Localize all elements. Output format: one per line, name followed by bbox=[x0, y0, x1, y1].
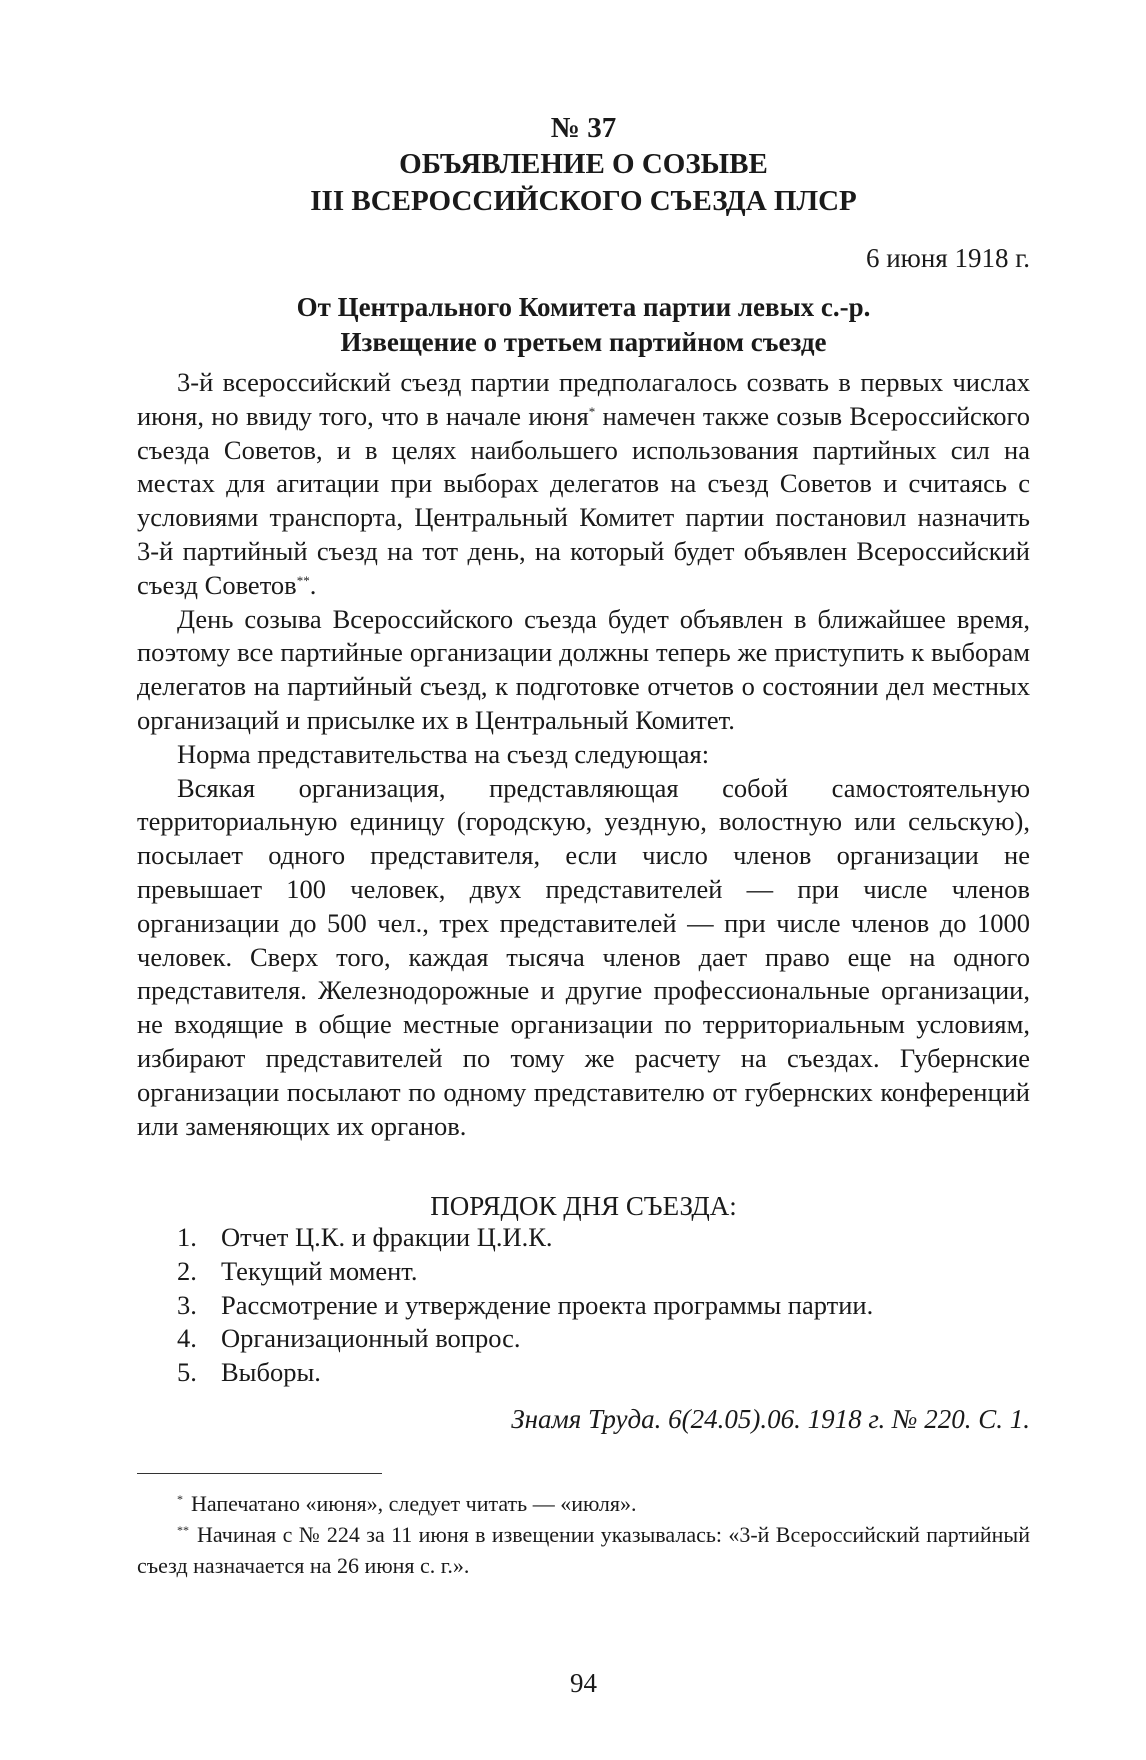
agenda-item-text: Организационный вопрос. bbox=[221, 1323, 521, 1354]
footnotes bbox=[137, 1488, 1030, 1581]
agenda-item bbox=[137, 1322, 1030, 1356]
agenda-item bbox=[137, 1289, 1030, 1323]
agenda-item bbox=[137, 1356, 1030, 1390]
agenda-item-number: 5. bbox=[177, 1357, 197, 1388]
agenda-item-number: 2. bbox=[177, 1255, 197, 1286]
paragraph-4: Всякая организация, представляющая собой самостоятельную территориальную единицу (городскую, уездную, волостную или сельскую), посылает одного представителя, если число членов организации не превышает 100 человек, двух представителей — при числе членов организации до 500 чел., трех представителей — при числе членов до 1000 человек. Сверх того, каждая тысяча членов дает право еще на одного представителя. Железнодорожные и другие профессиональные организации, не входящие в общие местные организации по территориальным условиям, избирают представителей по тому же расчету на съездах. Губернские организации посылают по одному представителю от губернских конференций или заменяющих их органов. bbox=[137, 772, 1030, 1141]
agenda-item-text: Текущий момент. bbox=[221, 1255, 418, 1286]
agenda-item bbox=[137, 1255, 1030, 1289]
source-citation: Знамя Труда. 6(24.05).06. 1918 г. № 220. С. 1. bbox=[511, 1404, 1030, 1434]
footnote-ref-2: ** bbox=[296, 572, 310, 588]
document-date: 6 июня 1918 г. bbox=[865, 243, 1030, 273]
body-text bbox=[137, 366, 1030, 1143]
footnote-divider bbox=[137, 1473, 382, 1474]
footnote-1 bbox=[137, 1488, 1030, 1519]
agenda-item-number: 1. bbox=[177, 1222, 197, 1252]
paragraph-2: День созыва Всероссийского съезда будет объявлен в ближайшее время, поэтому все партийные организации должны теперь же приступить к выборам делегатов на партийный съезд, к подготовке отчетов о состоянии дел местных организаций и присылке их в Центральный Комитет. bbox=[137, 603, 1030, 735]
agenda-item-number: 3. bbox=[177, 1289, 197, 1320]
document-number: № 37 bbox=[550, 112, 617, 144]
subheading-line-2: Извещение о третьем партийном съезде bbox=[340, 327, 827, 357]
agenda-list bbox=[137, 1221, 1030, 1390]
footnote-2-mark: ** bbox=[177, 1523, 189, 1537]
document-title bbox=[137, 146, 1030, 220]
paragraph-3: Норма представительства на съезд следующая: bbox=[177, 738, 710, 769]
page-number: 94 bbox=[570, 1668, 597, 1698]
document-subheading bbox=[137, 290, 1030, 360]
subheading-line-1: От Центрального Комитета партии левых с.-р. bbox=[296, 292, 871, 322]
paragraph-1-part-a: 3-й всероссийский съезд партии предполагалось созвать в первых числах июня, но ввиду того, что в начале июня bbox=[137, 367, 1030, 431]
footnote-1-mark: * bbox=[177, 1492, 183, 1506]
agenda-item-text: Выборы. bbox=[221, 1357, 321, 1388]
footnote-ref-1: * bbox=[588, 403, 596, 419]
agenda-title: ПОРЯДОК ДНЯ СЪЕЗДА: bbox=[430, 1191, 737, 1221]
footnote-1-text: Напечатано «июня», следует читать — «июля». bbox=[191, 1491, 637, 1516]
footnote-2-text: Начиная с № 224 за 11 июня в извещении указывалась: «3-й Всероссийский партийный съезд назначается на 26 июня с. г.». bbox=[137, 1522, 1030, 1578]
footnote-2 bbox=[137, 1519, 1030, 1581]
paragraph-1-part-c: . bbox=[309, 569, 317, 600]
paragraph-1-part-b: намечен также созыв Всероссийского съезда Советов, и в целях наибольшего использования партийных сил на местах для агитации при выборах делегатов на съезд Советов и считаясь с условиями транспорта, Центральный Комитет партии постановил назначить 3-й партийный съезд на тот день, на который будет объявлен Всероссийский съезд Советов bbox=[137, 400, 1030, 600]
title-line-2: III ВСЕРОССИЙСКОГО СЪЕЗДА ПЛСР bbox=[310, 185, 857, 217]
agenda-item bbox=[137, 1221, 1030, 1255]
paragraph-1 bbox=[137, 366, 1030, 603]
title-line-1: ОБЪЯВЛЕНИЕ О СОЗЫВЕ bbox=[399, 148, 768, 180]
agenda-item-text: Рассмотрение и утверждение проекта программы партии. bbox=[221, 1289, 874, 1320]
agenda-item-text: Отчет Ц.К. и фракции Ц.И.К. bbox=[221, 1222, 553, 1252]
agenda-item-number: 4. bbox=[177, 1323, 197, 1354]
